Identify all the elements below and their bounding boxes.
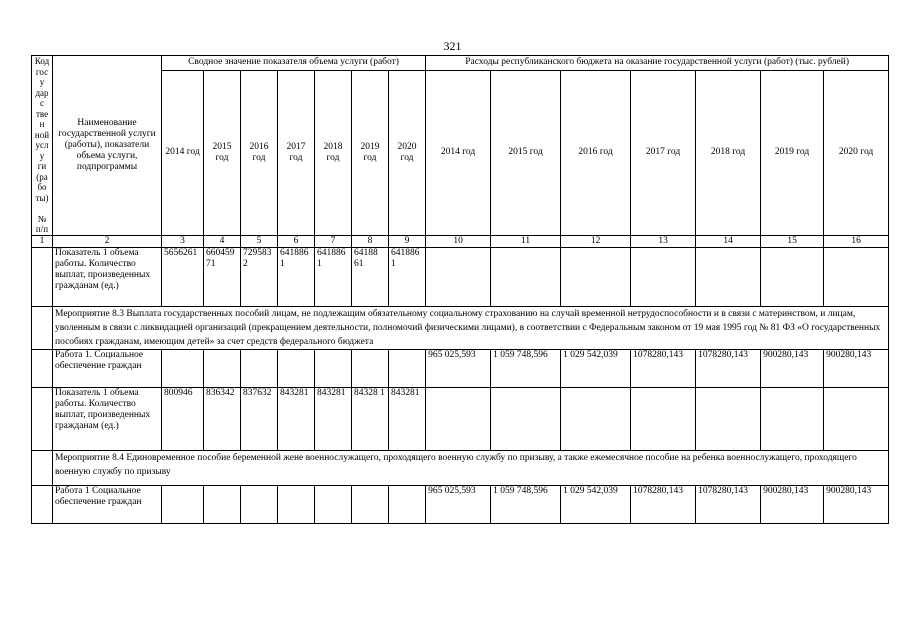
header-year-volume: 2017 год [278, 70, 315, 235]
header-code-cell [32, 56, 53, 236]
volume-value [389, 349, 426, 387]
volume-value [389, 485, 426, 523]
expense-value [491, 387, 561, 450]
column-number: 4 [204, 235, 241, 247]
header-expenses-group: Расходы республиканского бюджета на оказание государственной услуги (работ) (тыс. рублей) [426, 56, 889, 71]
code-cell [32, 450, 53, 485]
header-code-line: ной [34, 129, 50, 140]
volume-value [204, 485, 241, 523]
volume-value: 837632 [241, 387, 278, 450]
expense-value: 1 029 542,039 [561, 349, 631, 387]
expense-value: 1078280,143 [631, 349, 696, 387]
expense-value [631, 247, 696, 306]
expense-value [824, 387, 889, 450]
volume-value: 641886 1 [278, 247, 315, 306]
volume-value: 64188 61 [352, 247, 389, 306]
expense-value: 1078280,143 [696, 349, 761, 387]
row-name: Показатель 1 объема работы. Количество выплат, произведенных гражданам (ед.) [53, 247, 162, 306]
code-cell [32, 387, 53, 450]
services-table [31, 55, 889, 524]
header-code-line: услу [35, 140, 49, 161]
volume-value: 843281 [389, 387, 426, 450]
header-code-line: твен [35, 108, 49, 129]
header-year-volume: 2018 год [315, 70, 352, 235]
header-code-line: дарс [35, 87, 49, 108]
column-number: 3 [162, 235, 204, 247]
header-year-expenses: 2018 год [696, 70, 761, 235]
expense-value [696, 247, 761, 306]
volume-value: 836342 [204, 387, 241, 450]
header-year-volume: 2019 год [352, 70, 389, 235]
column-number: 12 [561, 235, 631, 247]
table-row [32, 247, 889, 306]
column-number: 14 [696, 235, 761, 247]
expense-value [824, 247, 889, 306]
expense-value: 1078280,143 [631, 485, 696, 523]
expense-value: 965 025,593 [426, 349, 491, 387]
code-cell [32, 247, 53, 306]
volume-value [241, 349, 278, 387]
column-number: 9 [389, 235, 426, 247]
header-code-text [34, 56, 50, 235]
header-year-expenses: 2019 год [761, 70, 824, 235]
expense-value [561, 247, 631, 306]
row-name: Работа 1. Социальное обеспечение граждан [53, 349, 162, 387]
code-cell [32, 485, 53, 523]
expense-value [631, 387, 696, 450]
expense-value [491, 247, 561, 306]
expense-value [561, 387, 631, 450]
expense-value: 1 059 748,596 [491, 349, 561, 387]
expense-value: 900280,143 [761, 349, 824, 387]
volume-value: 843281 [278, 387, 315, 450]
column-number: 6 [278, 235, 315, 247]
volume-value: 729583 2 [241, 247, 278, 306]
volume-value: 843281 [315, 387, 352, 450]
header-name-cell: Наименование государственной услуги (работы), показатели объема услуги, подпрограммы [53, 56, 162, 236]
volume-value: 641886 1 [389, 247, 426, 306]
column-number: 16 [824, 235, 889, 247]
event-row [32, 306, 889, 349]
header-code-line: ты) [35, 192, 49, 203]
volume-value [204, 349, 241, 387]
volume-value: 660459 71 [204, 247, 241, 306]
code-cell [32, 349, 53, 387]
volume-value: 800946 [162, 387, 204, 450]
header-year-volume: 2020 год [389, 70, 426, 235]
row-name: Показатель 1 объема работы. Количество выплат, произведенных гражданам (ед.) [53, 387, 162, 450]
expense-value [761, 387, 824, 450]
expense-value: 900280,143 [824, 485, 889, 523]
column-number: 11 [491, 235, 561, 247]
volume-value: 5656261 [162, 247, 204, 306]
expense-value: 1 059 748,596 [491, 485, 561, 523]
header-code-line: п/п [35, 224, 49, 234]
column-number: 15 [761, 235, 824, 247]
event-text: Мероприятие 8.3 Выплата государственных пособий лицам, не подлежащим обязательному социальному страхованию на случай временной нетрудоспособности и в связи с материнством, и лицам, уволенным в связи с ликвидацией организаций (прекращением деятельности, полномочий физическими лицами), в соответствии с Федеральным законом от 19 мая 1995 год № 81 ФЗ «О государственных пособиях гражданам, имеющим детей» за счет средств федерального бюджета [53, 306, 889, 349]
header-year-expenses: 2014 год [426, 70, 491, 235]
header-year-volume: 2015 год [204, 70, 241, 235]
expense-value: 965 025,593 [426, 485, 491, 523]
event-text: Мероприятие 8.4 Единовременное пособие беременной жене военнослужащего, проходящего военную службу по призыву, а также ежемесячное пособие на ребенка военнослужащего, проходящего военную службу по призыву [53, 450, 889, 485]
table-row [32, 485, 889, 523]
row-name: Работа 1 Социальное обеспечение граждан [53, 485, 162, 523]
page-number: 321 [443, 39, 462, 53]
volume-value [278, 349, 315, 387]
header-year-volume: 2016 год [241, 70, 278, 235]
expense-value: 1078280,143 [696, 485, 761, 523]
volume-value [315, 349, 352, 387]
volume-value [352, 485, 389, 523]
header-group-row [32, 56, 889, 71]
expense-value [696, 387, 761, 450]
expense-value: 900280,143 [824, 349, 889, 387]
volume-value [162, 349, 204, 387]
header-year-expenses: 2016 год [561, 70, 631, 235]
expense-value [761, 247, 824, 306]
header-code-line: ги [37, 161, 47, 171]
expense-value [426, 247, 491, 306]
header-code-line: госу [35, 66, 49, 87]
column-number: 2 [53, 235, 162, 247]
header-code-line [34, 203, 50, 214]
volume-value [162, 485, 204, 523]
volume-value: 641886 1 [315, 247, 352, 306]
column-number: 13 [631, 235, 696, 247]
header-code-line: Код [34, 56, 50, 66]
volume-value [352, 349, 389, 387]
expense-value: 1 029 542,039 [561, 485, 631, 523]
expense-value: 900280,143 [761, 485, 824, 523]
code-cell [32, 306, 53, 349]
column-number: 8 [352, 235, 389, 247]
column-number: 1 [32, 235, 53, 247]
volume-value: 84328 1 [352, 387, 389, 450]
expense-value [426, 387, 491, 450]
header-volume-group: Сводное значение показателя объема услуги (работ) [162, 56, 426, 71]
volume-value [241, 485, 278, 523]
column-number: 7 [315, 235, 352, 247]
header-code-line: (рабо [36, 171, 48, 192]
volume-value [278, 485, 315, 523]
table-row [32, 349, 889, 387]
column-number: 10 [426, 235, 491, 247]
column-number-row [32, 235, 889, 247]
header-year-expenses: 2015 год [491, 70, 561, 235]
header-code-line: № [37, 213, 47, 224]
header-year-expenses: 2020 год [824, 70, 889, 235]
header-year-volume: 2014 год [162, 70, 204, 235]
volume-value [315, 485, 352, 523]
table-row [32, 387, 889, 450]
event-row [32, 450, 889, 485]
header-year-expenses: 2017 год [631, 70, 696, 235]
column-number: 5 [241, 235, 278, 247]
